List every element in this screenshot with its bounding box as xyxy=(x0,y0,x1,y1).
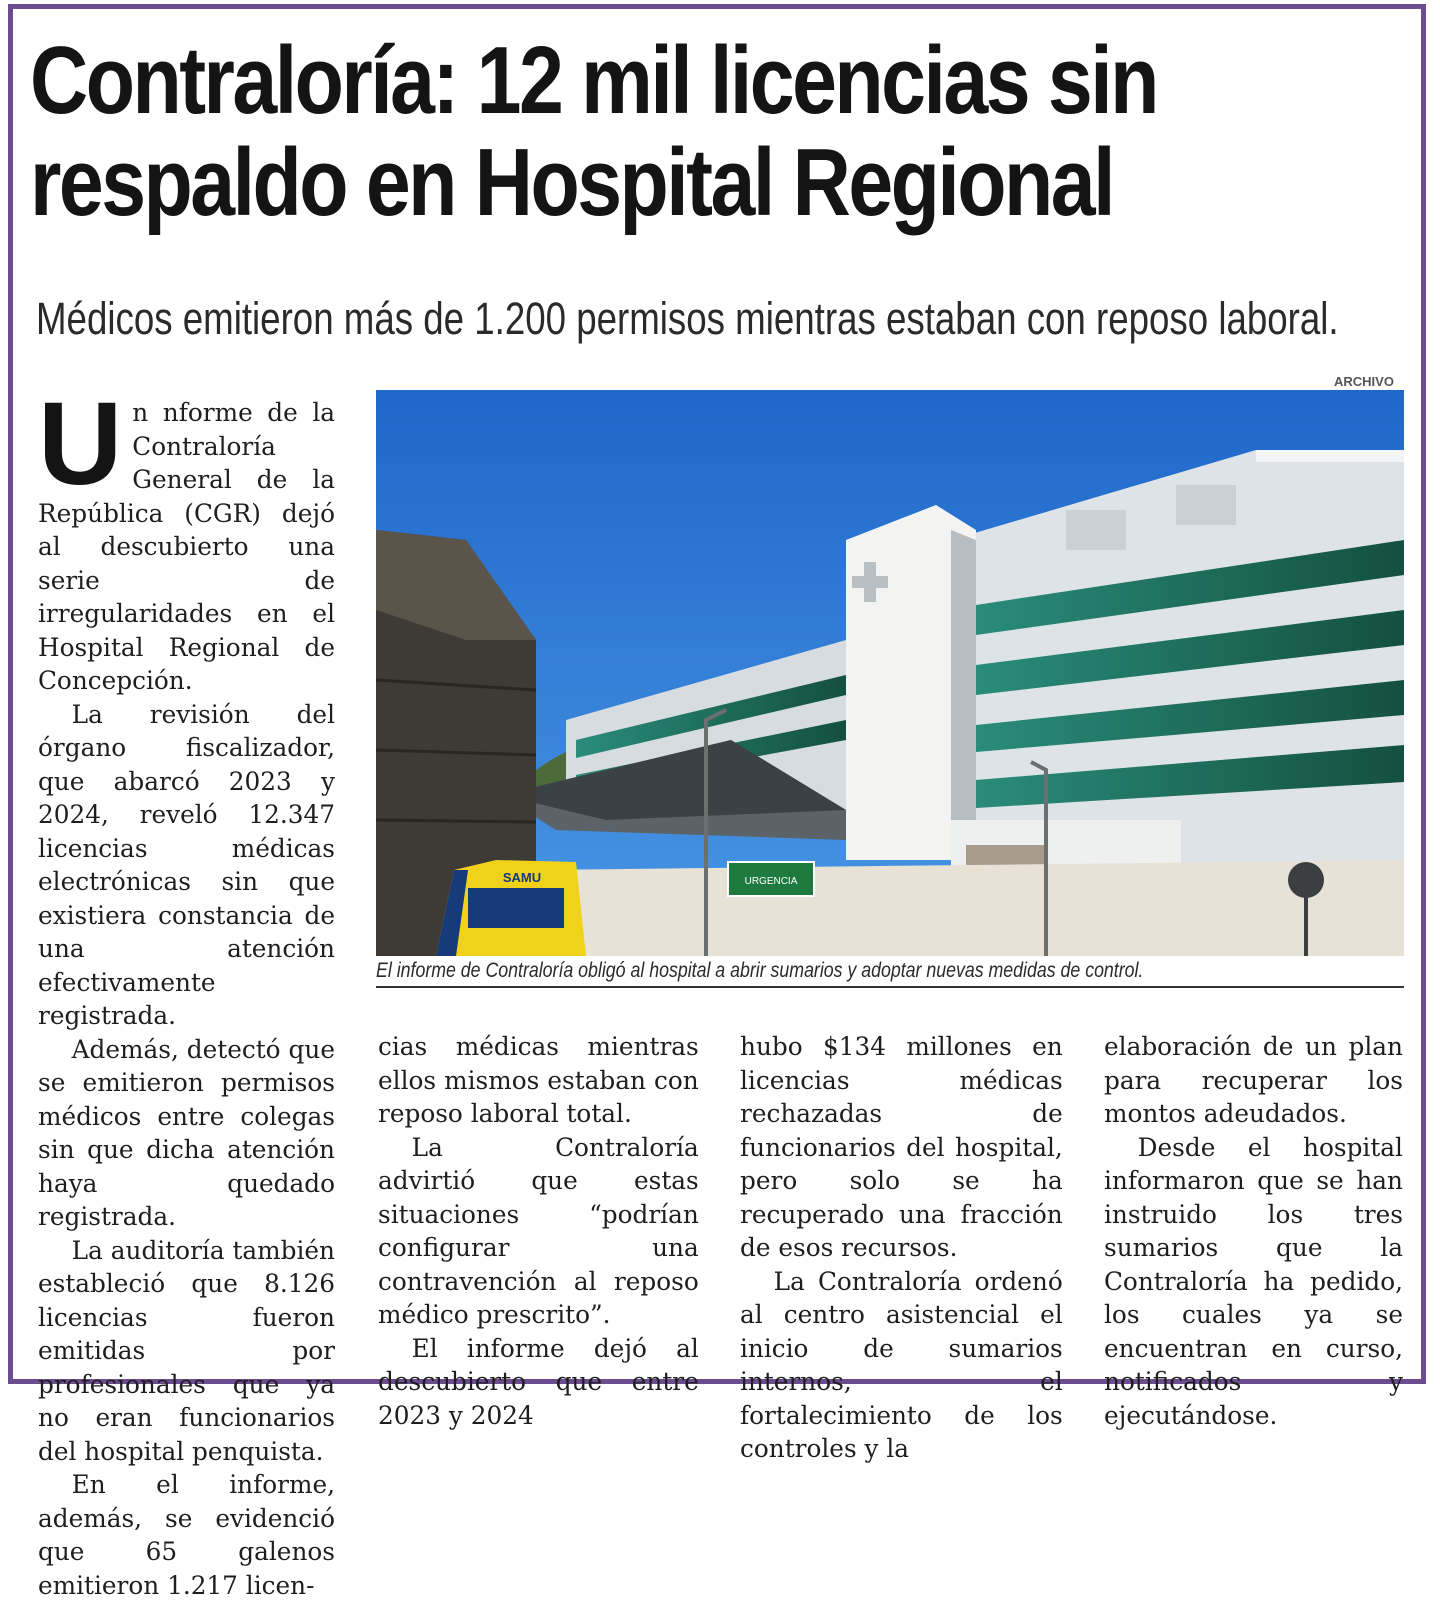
paragraph-3: Además, detectó que se emitieron permisos médicos entre colegas sin que dicha atención haya quedado registrada. xyxy=(38,1034,335,1231)
paragraph-8-continued: elaboración de un plan para recuperar los montos adeudados. xyxy=(1104,1032,1403,1128)
paragraph-1 xyxy=(38,378,335,698)
paragraph-8: La Contraloría ordenó al centro asistencial el inicio de sumarios internos, el fortalecimiento de los controles y la xyxy=(740,1266,1063,1463)
photo-caption: El informe de Contraloría obligó al hospital a abrir sumarios y adoptar nuevas medidas de control. xyxy=(376,959,1144,982)
paragraph-1-text: n nforme de la Contraloría General de la República (CGR) dejó al descubierto una serie de irregularidades en el Hospital Regional de Concepción. xyxy=(38,398,335,695)
paragraph-2: La revisión del órgano fiscalizador, que abarcó 2023 y 2024, reveló 12.347 licencias médicas electrónicas sin que existiera constancia de una atención efectivamente registrada. xyxy=(38,699,335,1030)
paragraph-6: La Contraloría advirtió que estas situaciones “podrían configurar una contravención al reposo médico prescrito”. xyxy=(378,1132,699,1329)
paragraph-5: En el informe, además, se evidenció que 65 galenos emitieron 1.217 licen- xyxy=(38,1470,335,1600)
paragraph-4: La auditoría también estableció que 8.126 licencias fueron emitidas por profesionales que ya no eran funcionarios del hospital penquista. xyxy=(38,1235,335,1466)
photo-credit: ARCHIVO xyxy=(1334,374,1394,389)
article-column-3 xyxy=(740,1030,1063,1466)
paragraph-9: Desde el hospital informaron que se han instruido los tres sumarios que la Contraloría ha pedido, los cuales ya se encuentran en curso, notificados y ejecutándose. xyxy=(1104,1132,1403,1430)
ambulance xyxy=(436,860,586,956)
urgency-sign-text: URGENCIA xyxy=(744,876,798,887)
paragraph-7-continued: hubo $134 millones en licencias médicas rechazadas de funcionarios del hospital, pero solo se ha recuperado una fracción de esos recursos. xyxy=(740,1032,1063,1262)
headline xyxy=(30,27,1189,236)
caption-divider xyxy=(376,986,1404,988)
article-column-2 xyxy=(378,1030,699,1432)
hospital-photo xyxy=(376,390,1404,956)
article-column-4 xyxy=(1104,1030,1403,1432)
paragraph-7: El informe dejó al descubierto que entre 2023 y 2024 xyxy=(378,1333,699,1430)
paragraph-5-continued: cias médicas mientras ellos mismos estaban con reposo laboral total. xyxy=(378,1032,699,1128)
article-column-1 xyxy=(38,378,335,1602)
ambulance-label: SAMU xyxy=(502,870,542,885)
headline-line-2: respaldo en Hospital Regional xyxy=(30,129,1113,236)
drop-cap: U xyxy=(38,378,123,510)
headline-line-1: Contraloría: 12 mil licencias sin xyxy=(30,27,1157,134)
subheadline: Médicos emitieron más de 1.200 permisos mientras estaban con reposo laboral. xyxy=(36,293,1339,344)
